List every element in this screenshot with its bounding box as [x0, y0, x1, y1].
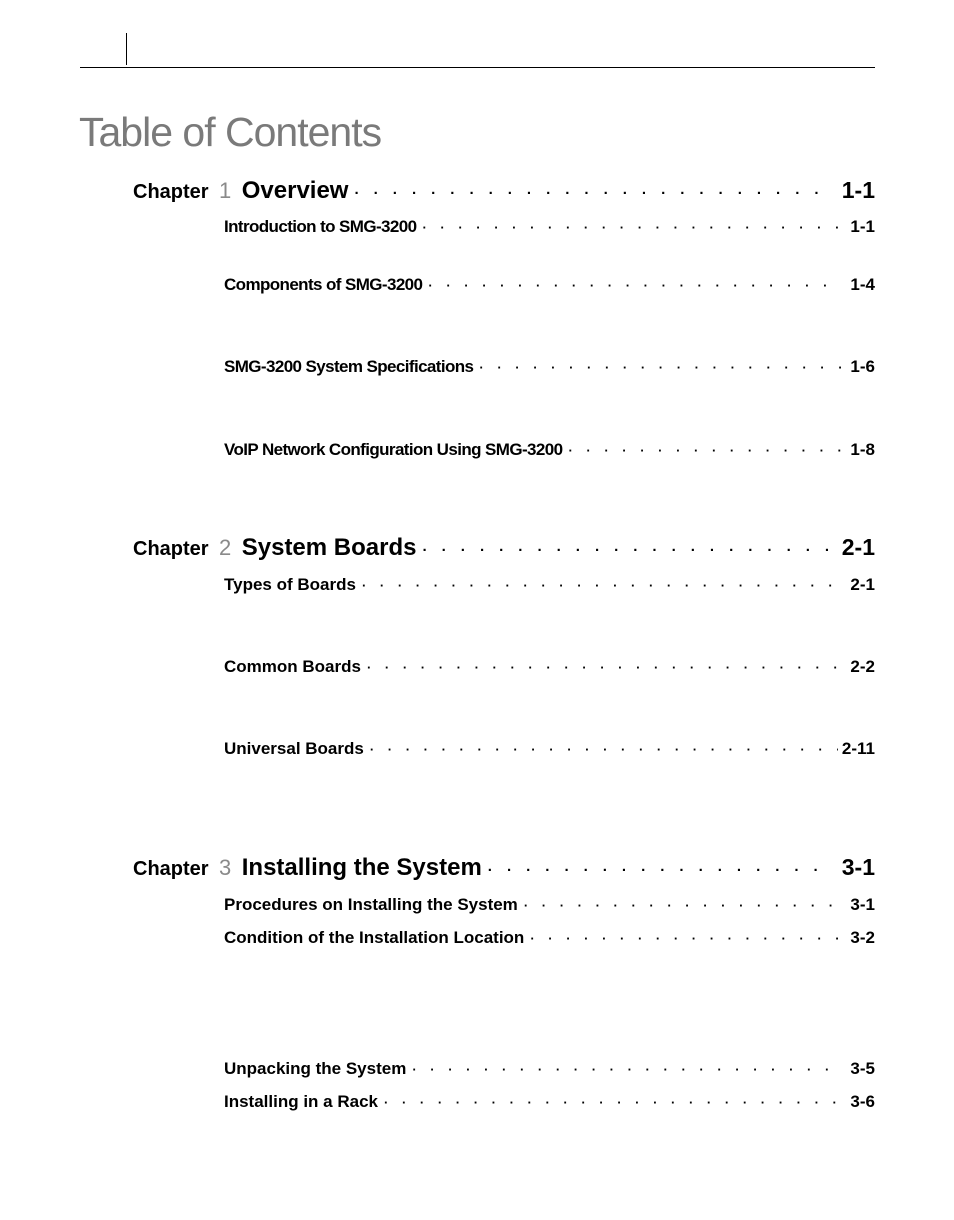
section-page: 1-8 — [850, 440, 875, 459]
toc-section[interactable] — [224, 1092, 875, 1112]
section-label: VoIP Network Configuration Using SMG-3200 — [224, 440, 563, 459]
section-label: Procedures on Installing the System — [224, 895, 518, 914]
dot-leader — [568, 443, 841, 458]
section-page: 2-2 — [850, 657, 875, 676]
toc-section[interactable] — [224, 357, 875, 377]
toc-section[interactable] — [224, 217, 875, 237]
section-label: Introduction to SMG-3200 — [224, 217, 417, 236]
toc-section[interactable] — [224, 275, 875, 295]
toc-section[interactable] — [224, 928, 875, 948]
section-page: 3-6 — [850, 1092, 875, 1111]
section-label: Unpacking the System — [224, 1059, 407, 1078]
toc-section[interactable] — [224, 739, 875, 759]
section-page: 1-1 — [850, 217, 875, 236]
section-label: Universal Boards — [224, 739, 364, 758]
chapter-title: Overview — [241, 177, 349, 204]
toc-chapter-3[interactable] — [133, 854, 875, 882]
chapter-word: Chapter — [133, 538, 209, 560]
toc-section[interactable] — [224, 440, 875, 460]
toc-chapter-1[interactable] — [133, 177, 875, 205]
dot-leader — [524, 898, 841, 913]
header-tick — [126, 33, 127, 65]
section-page: 3-5 — [850, 1059, 875, 1078]
chapter-word: Chapter — [133, 858, 209, 880]
chapter-page: 1-1 — [841, 177, 875, 203]
chapter-word: Chapter — [133, 181, 209, 203]
section-page: 2-1 — [850, 575, 875, 594]
chapter-number: 2 — [219, 535, 232, 560]
dot-leader — [367, 660, 841, 675]
dot-leader — [428, 278, 841, 293]
toc-section[interactable] — [224, 895, 875, 915]
section-label: Components of SMG-3200 — [224, 275, 423, 294]
page-title: Table of Contents — [79, 109, 382, 155]
section-page: 3-2 — [850, 928, 875, 947]
dot-leader — [479, 360, 841, 375]
dot-leader — [370, 742, 838, 757]
section-label: SMG-3200 System Specifications — [224, 357, 474, 376]
dot-leader — [422, 220, 841, 235]
dot-leader — [362, 578, 841, 593]
dot-leader — [384, 1095, 841, 1110]
section-page: 3-1 — [850, 895, 875, 914]
section-label: Types of Boards — [224, 575, 356, 594]
section-page: 1-4 — [850, 275, 875, 294]
dot-leader — [530, 931, 841, 946]
chapter-title: System Boards — [241, 534, 417, 561]
chapter-title: Installing the System — [241, 854, 482, 881]
chapter-page: 3-1 — [841, 854, 875, 880]
section-label: Common Boards — [224, 657, 361, 676]
header-rule — [80, 67, 875, 68]
toc-section[interactable] — [224, 575, 875, 595]
dot-leader — [422, 542, 831, 559]
section-label: Condition of the Installation Location — [224, 928, 525, 947]
chapter-page: 2-1 — [841, 534, 875, 560]
dot-leader — [488, 862, 831, 879]
section-label: Installing in a Rack — [224, 1092, 378, 1111]
chapter-number: 3 — [219, 855, 232, 880]
chapter-number: 1 — [219, 178, 232, 203]
section-page: 1-6 — [850, 357, 875, 376]
dot-leader — [354, 185, 831, 202]
toc-chapter-2[interactable] — [133, 534, 875, 562]
toc-section[interactable] — [224, 1059, 875, 1079]
toc-section[interactable] — [224, 657, 875, 677]
dot-leader — [412, 1062, 841, 1077]
section-page: 2-11 — [841, 739, 875, 758]
